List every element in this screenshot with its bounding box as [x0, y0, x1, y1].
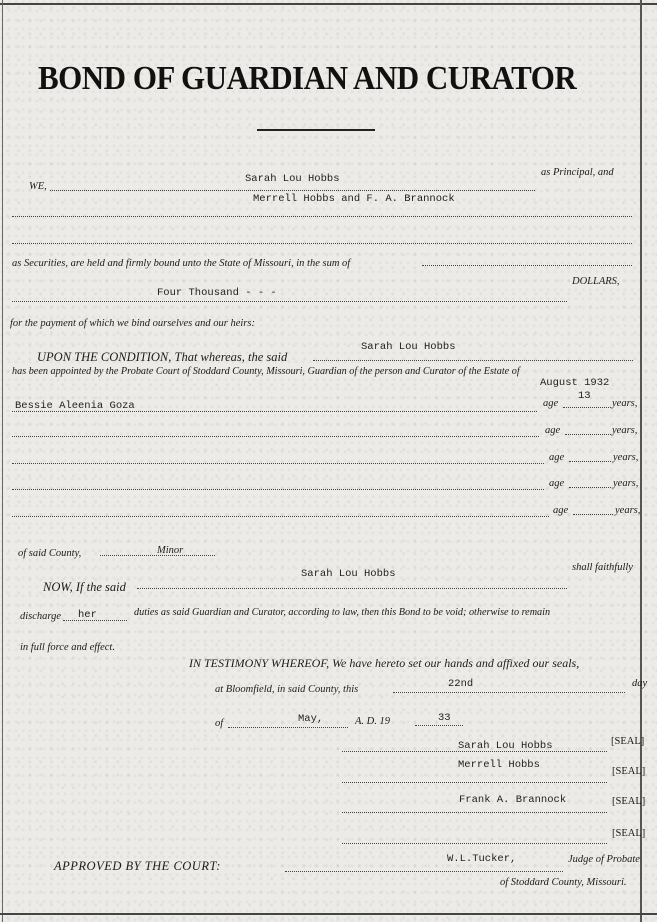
year-suffix: 33 [438, 712, 451, 724]
pronoun: her [78, 609, 97, 621]
label-age-5: age [553, 505, 569, 516]
securities-names: Merrell Hobbs and F. A. Brannock [253, 193, 455, 205]
label-upon-condition: UPON THE CONDITION, That whereas, the said [37, 350, 288, 364]
label-payment: for the payment of which we bind ourselves and our heirs: [10, 318, 255, 329]
label-duties: duties as said Guardian and Curator, according to law, then this Bond to be void; otherwise to remain [134, 607, 551, 618]
age-line-5 [573, 514, 613, 515]
signature-line-4 [342, 843, 607, 844]
seal-1: [SEAL] [611, 736, 645, 747]
signature-2: Merrell Hobbs [458, 759, 540, 771]
label-shall-faithfully: shall faithfully [572, 562, 633, 573]
year-line [415, 725, 463, 726]
title-rule [257, 129, 375, 131]
ward-name: Bessie Aleenia Goza [15, 400, 135, 412]
label-dollars: DOLLARS, [572, 276, 620, 287]
sum-amount: Four Thousand - - - [157, 287, 277, 299]
label-age-3: age [549, 452, 565, 463]
age-line-4 [569, 487, 611, 488]
month-line [228, 727, 348, 728]
label-years-4: years, [613, 478, 639, 489]
label-day: day [632, 678, 648, 689]
ward-line-3 [12, 463, 544, 464]
signature-line-3 [342, 812, 607, 813]
said-guardian-name: Sarah Lou Hobbs [361, 341, 456, 353]
sum-line-top [422, 265, 632, 266]
label-as-principal: as Principal, and [541, 167, 614, 178]
label-appointed: has been appointed by the Probate Court of Stoddard County, Missouri, Guardian of the person and Curator of the Estate of [12, 366, 520, 377]
label-years-3: years, [613, 452, 639, 463]
signature-line-2 [342, 782, 607, 783]
label-we: WE, [29, 181, 47, 192]
seal-3: [SEAL] [612, 796, 646, 807]
judge-line [285, 871, 563, 872]
now-said-line [137, 588, 567, 589]
top-border [0, 3, 657, 5]
label-of-stoddard: of Stoddard County, Missouri. [500, 877, 627, 888]
bottom-border [0, 913, 657, 915]
label-years-5: years, [615, 505, 641, 516]
age-line-1 [563, 407, 611, 408]
label-minor: Minor [157, 545, 184, 556]
right-border [640, 0, 642, 922]
age-line-3 [569, 461, 611, 462]
label-at-bloomfield: at Bloomfield, in said County, this [215, 684, 359, 695]
appointment-date: August 1932 [540, 377, 610, 389]
ward-line-4 [12, 489, 544, 490]
day-line [393, 692, 625, 693]
document-title: BOND OF GUARDIAN AND CURATOR [38, 58, 577, 97]
ward-line-5 [12, 516, 549, 517]
signature-3: Frank A. Brannock [459, 794, 567, 806]
label-ad: A. D. 19 [355, 716, 390, 727]
said-guardian-line [313, 360, 633, 361]
judge-name: W.L.Tucker, [447, 853, 517, 865]
label-age-1: age [543, 398, 559, 409]
principal-line [50, 190, 535, 191]
seal-4: [SEAL] [612, 828, 646, 839]
label-judge-of-probate: Judge of Probate [568, 854, 640, 865]
label-in-full-force: in full force and effect. [20, 642, 115, 653]
label-discharge: discharge [20, 611, 62, 622]
month-value: May, [298, 713, 324, 725]
label-of-said-county: of said County, [18, 548, 82, 559]
label-now-if: NOW, If the said [43, 580, 126, 594]
ward-line-2 [12, 436, 539, 437]
label-years-2: years, [612, 425, 638, 436]
left-border [2, 0, 3, 922]
label-testimony: IN TESTIMONY WHEREOF, We have hereto set our hands and affixed our seals, [189, 656, 580, 670]
label-age-4: age [549, 478, 565, 489]
now-said-name: Sarah Lou Hobbs [301, 568, 396, 580]
label-approved: APPROVED BY THE COURT: [54, 859, 221, 873]
seal-2: [SEAL] [612, 766, 646, 777]
securities-line-2 [12, 243, 632, 244]
label-age-2: age [545, 425, 561, 436]
sum-line [12, 301, 567, 302]
label-of: of [215, 718, 224, 729]
principal-name: Sarah Lou Hobbs [245, 173, 340, 185]
ward-age: 13 [578, 390, 591, 402]
day-value: 22nd [448, 678, 474, 690]
securities-line [12, 216, 632, 217]
label-as-securities: as Securities, are held and firmly bound unto the State of Missouri, in the sum of [12, 258, 351, 269]
age-line-2 [565, 434, 611, 435]
signature-1: Sarah Lou Hobbs [458, 740, 553, 752]
label-years-1: years, [612, 398, 638, 409]
